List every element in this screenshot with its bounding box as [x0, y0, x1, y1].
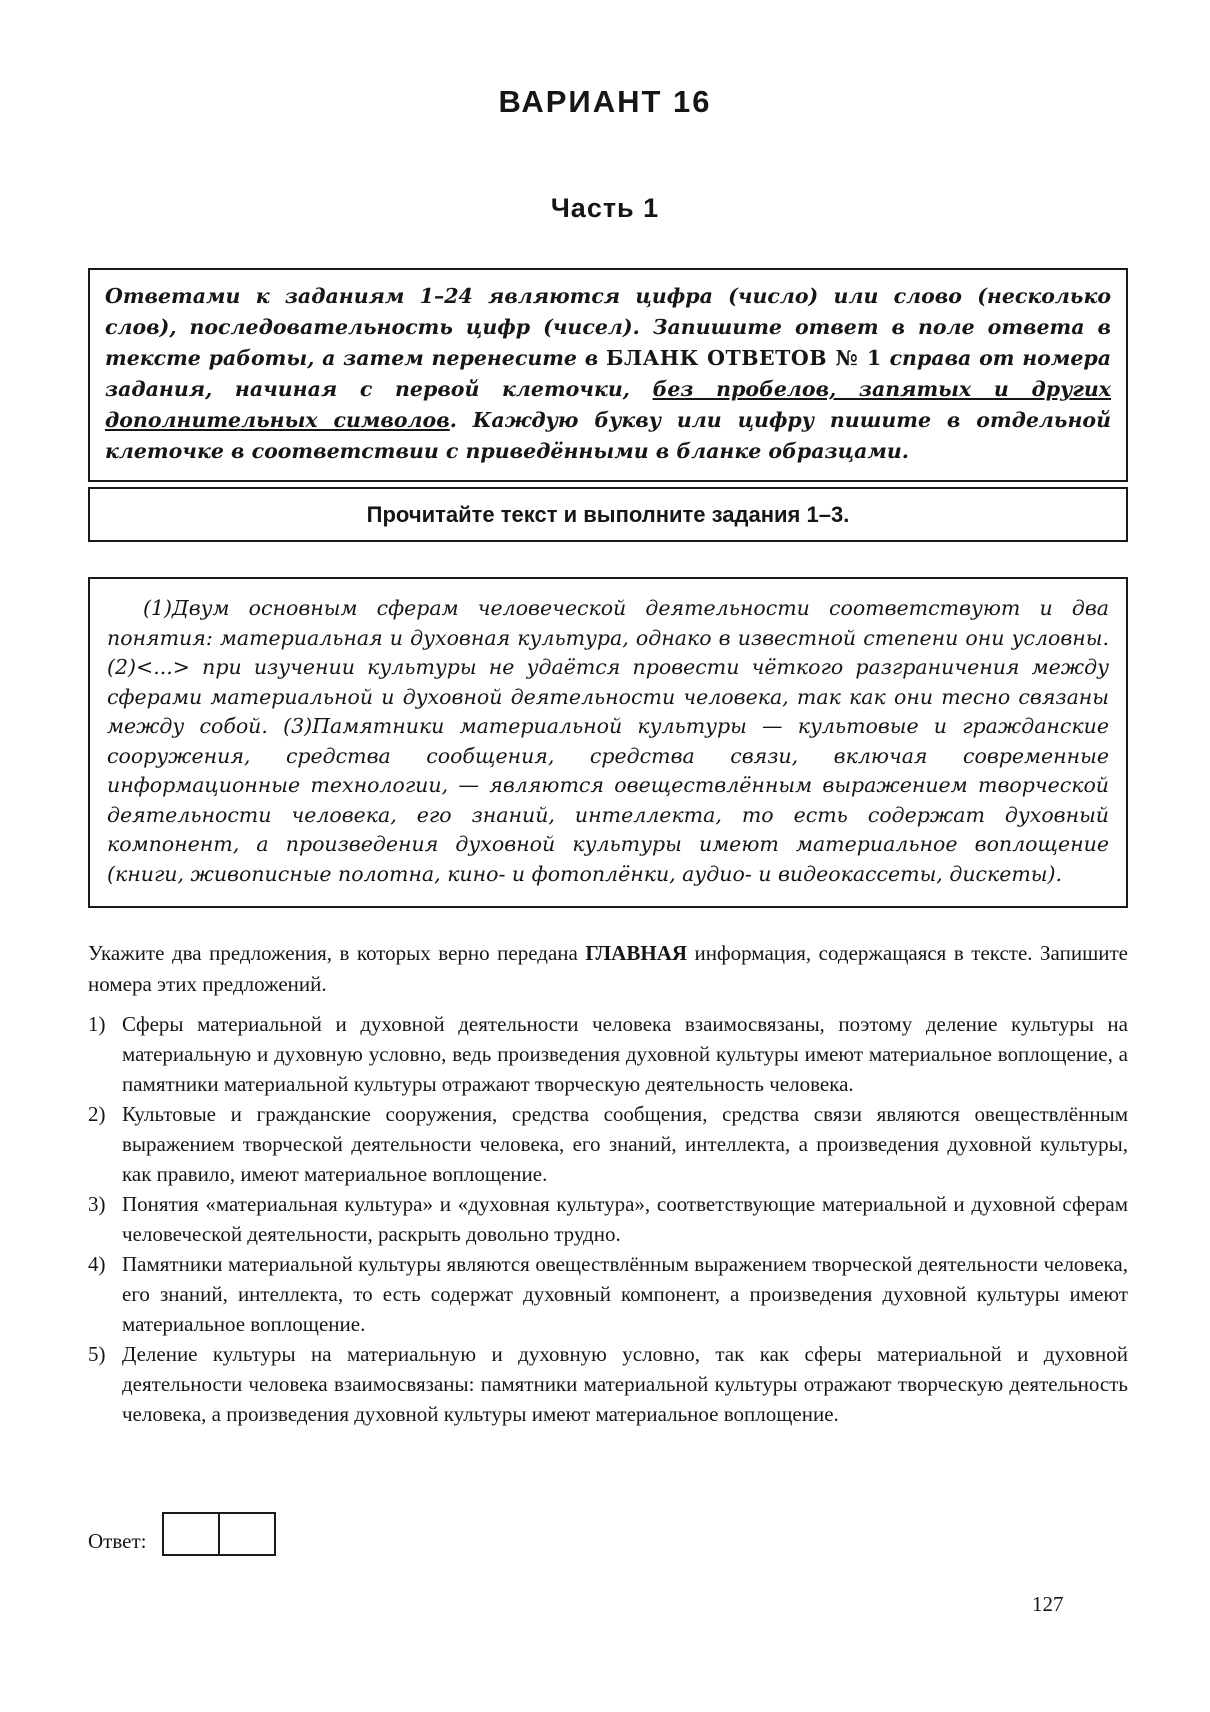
- option-5-number: 5): [88, 1342, 106, 1366]
- option-3-number: 3): [88, 1192, 106, 1216]
- answer-cell-2[interactable]: [218, 1512, 276, 1556]
- instruction-seg-3: . Каждую букву или цифру пишите в отдельной клеточке в соответствии с приведёнными в бланке образцами.: [105, 408, 1111, 463]
- instruction-text: [105, 281, 1111, 467]
- variant-title: ВАРИАНТ 16: [498, 84, 712, 119]
- passage-text: (1)Двум основным сферам человеческой деятельности соответствуют и два понятия: материальная и духовная культура, однако в известной степени они условны. (2)<...> при изучении культуры не удаётся провести чёткого разграничения между сферами материальной и духовной деятельности человека, так как они тесно связаны между собой. (3)Памятники материальной культуры — культовые и гражданские сооружения, средства сообщения, средства связи, включая современные информационные технологии, — являются овеществлённым выражением творческой деятельности человека, его знаний, интеллекта, то есть содержат духовный компонент, а произведения духовной культуры имеют материальное воплощение (книги, живописные полотна, кино- и фотоплёнки, аудио- и видеокассеты, дискеты).: [107, 596, 1109, 886]
- option-4-number: 4): [88, 1252, 106, 1276]
- question-seg-glavnaya: ГЛАВНАЯ: [585, 941, 688, 965]
- option-3-text: Понятия «материальная культура» и «духовная культура», соответствующие материальной и духовной сферам человеческой деятельности, раскрыть довольно трудно.: [122, 1192, 1128, 1246]
- page-number: 127: [1032, 1592, 1064, 1616]
- answer-row: [88, 1512, 276, 1556]
- option-2: [88, 1099, 1128, 1189]
- options-list: [88, 1009, 1128, 1429]
- option-3: [88, 1189, 1128, 1249]
- part-title: Часть 1: [550, 193, 660, 223]
- reading-prompt-box: [88, 487, 1128, 542]
- task-1-block: [88, 938, 1128, 1429]
- answer-label: Ответ:: [88, 1528, 147, 1553]
- instruction-box: [88, 268, 1128, 482]
- question-seg-2: информация, содержащаяся в тексте. Запишите номера этих предложений.: [88, 941, 1128, 996]
- option-4: [88, 1249, 1128, 1339]
- answer-cells: [162, 1512, 276, 1556]
- option-5: [88, 1339, 1128, 1429]
- instruction-seg-2: справа от номера задания, начиная с первой клеточки,: [105, 346, 1111, 401]
- instruction-seg-underlined: без пробелов, запятых и других дополнительных символов: [105, 377, 1111, 432]
- instruction-seg-1: Ответами к заданиям 1–24 являются цифра (число) или слово (несколько слов), последовательность цифр (чисел). Запишите ответ в поле ответа в тексте работы, а затем перенесите в: [105, 284, 1111, 370]
- question-seg-1: Укажите два предложения, в которых верно передана: [88, 941, 586, 965]
- question-text: [88, 938, 1128, 1000]
- instruction-seg-blank-otvetov: БЛАНК ОТВЕТОВ № 1: [605, 346, 882, 370]
- option-1-number: 1): [88, 1012, 106, 1036]
- option-1: [88, 1009, 1128, 1099]
- option-1-text: Сферы материальной и духовной деятельности человека взаимосвязаны, поэтому деление культуры на материальную и духовную условно, ведь произведения духовной культуры имеют материальное воплощение, а памятники материальной культуры отражают творческую деятельность человека.: [122, 1012, 1128, 1096]
- option-4-text: Памятники материальной культуры являются овеществлённым выражением творческой деятельности человека, его знаний, интеллекта, то есть содержат духовный компонент, а произведения духовной культуры имеют материальное воплощение.: [122, 1252, 1128, 1336]
- answer-cell-1[interactable]: [162, 1512, 220, 1556]
- passage-box: [88, 577, 1128, 908]
- option-2-number: 2): [88, 1102, 106, 1126]
- reading-prompt-text: Прочитайте текст и выполните задания 1–3.: [366, 502, 850, 527]
- option-2-text: Культовые и гражданские сооружения, средства сообщения, средства связи являются овеществлённым выражением творческой деятельности человека, его знаний, интеллекта, а произведения духовной культуры, как правило, имеют материальное воплощение.: [122, 1102, 1128, 1186]
- option-5-text: Деление культуры на материальную и духовную условно, так как сферы материальной и духовной деятельности человека взаимосвязаны: памятники материальной культуры отражают творческую деятельность человека, а произведения духовной культуры имеют материальное воплощение.: [122, 1342, 1128, 1426]
